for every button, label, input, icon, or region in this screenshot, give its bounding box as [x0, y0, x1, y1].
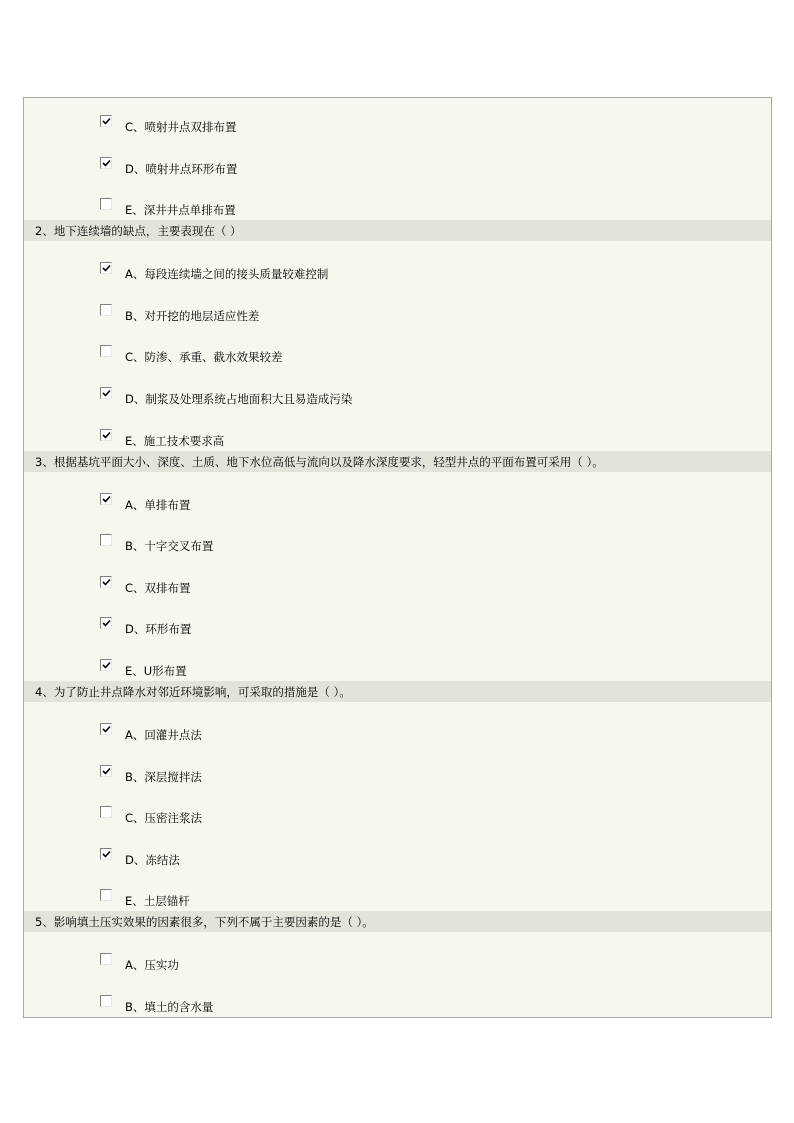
checkbox-unchecked[interactable]: [100, 806, 112, 818]
checkbox-checked[interactable]: [100, 493, 112, 505]
checkmark-icon: [102, 159, 111, 168]
checkmark-icon: [102, 767, 111, 776]
option-label: A、每段连续墙之间的接头质量较难控制: [125, 267, 329, 282]
option-label: E、施工技术要求高: [125, 433, 225, 448]
option-label: A、压实功: [125, 958, 179, 973]
question-title: 3、根据基坑平面大小、深度、土质、地下水位高低与流向以及降水深度要求，轻型井点的平面布置可采用（ ）。: [35, 454, 604, 469]
checkbox-checked[interactable]: [100, 723, 112, 735]
option-row[interactable]: [24, 161, 771, 181]
checkbox-unchecked[interactable]: [100, 304, 112, 316]
checkbox-checked[interactable]: [100, 262, 112, 274]
option-row[interactable]: [24, 893, 771, 913]
option-label: C、双排布置: [125, 580, 191, 595]
checkmark-icon: [102, 725, 111, 734]
option-label: B、对开挖的地层适应性差: [125, 308, 260, 323]
checkbox-unchecked[interactable]: [100, 889, 112, 901]
option-row[interactable]: [24, 957, 771, 977]
checkbox-unchecked[interactable]: [100, 345, 112, 357]
option-label: D、环形布置: [125, 622, 192, 637]
option-row[interactable]: [24, 391, 771, 411]
option-row[interactable]: [24, 349, 771, 369]
option-label: E、U形布置: [125, 664, 187, 678]
option-row[interactable]: [24, 433, 771, 453]
option-label: B、深层搅拌法: [125, 769, 202, 784]
option-label: E、深井井点单排布置: [125, 203, 236, 218]
option-row[interactable]: [24, 852, 771, 872]
question-title: 5、影响填土压实效果的因素很多，下列不属于主要因素的是（ ）。: [35, 915, 374, 930]
question-3-title-row: [24, 451, 771, 472]
exam-panel: [23, 97, 772, 1018]
option-row[interactable]: [24, 580, 771, 600]
checkmark-icon: [102, 619, 111, 628]
checkbox-checked[interactable]: [100, 157, 112, 169]
option-label: D、制浆及处理系统占地面积大且易造成污染: [125, 392, 353, 406]
option-row[interactable]: [24, 266, 771, 286]
option-row[interactable]: [24, 810, 771, 830]
option-label: C、压密注浆法: [125, 811, 203, 826]
checkbox-checked[interactable]: [100, 659, 112, 671]
option-label: D、冻结法: [125, 852, 180, 867]
option-row[interactable]: [24, 769, 771, 789]
checkmark-icon: [102, 661, 111, 670]
option-row[interactable]: [24, 202, 771, 222]
option-label: E、土层锚杆: [125, 894, 190, 909]
option-row[interactable]: [24, 497, 771, 517]
question-title: 2、地下连续墙的缺点，主要表现在（ ）: [35, 224, 242, 239]
checkbox-checked[interactable]: [100, 617, 112, 629]
option-label: A、单排布置: [125, 497, 191, 512]
checkbox-unchecked[interactable]: [100, 995, 112, 1007]
checkmark-icon: [102, 578, 111, 587]
checkmark-icon: [102, 389, 111, 398]
option-row[interactable]: [24, 538, 771, 558]
option-row[interactable]: [24, 727, 771, 747]
question-title: 4、为了防止井点降水对邻近环境影响，可采取的措施是（ ）。: [35, 685, 351, 699]
option-row[interactable]: [24, 621, 771, 641]
option-row[interactable]: [24, 999, 771, 1018]
question-4-title-row: [24, 681, 771, 702]
option-label: A、回灌井点法: [125, 728, 202, 742]
checkbox-checked[interactable]: [100, 765, 112, 777]
option-label: B、填土的含水量: [125, 1000, 214, 1014]
option-label: C、防渗、承重、截水效果较差: [125, 350, 283, 365]
checkbox-checked[interactable]: [100, 115, 112, 127]
checkbox-unchecked[interactable]: [100, 534, 112, 546]
checkmark-icon: [102, 431, 111, 440]
checkbox-unchecked[interactable]: [100, 198, 112, 210]
question-2-title-row: [24, 220, 771, 241]
option-row[interactable]: [24, 119, 771, 139]
checkbox-checked[interactable]: [100, 429, 112, 441]
option-row[interactable]: [24, 663, 771, 683]
checkbox-unchecked[interactable]: [100, 953, 112, 965]
question-5-title-row: [24, 911, 771, 932]
checkmark-icon: [102, 117, 111, 126]
checkmark-icon: [102, 264, 111, 273]
option-label: D、喷射井点环形布置: [125, 161, 238, 176]
checkbox-checked[interactable]: [100, 387, 112, 399]
checkbox-checked[interactable]: [100, 576, 112, 588]
option-label: B、十字交叉布置: [125, 539, 214, 554]
checkmark-icon: [102, 850, 111, 859]
option-row[interactable]: [24, 308, 771, 328]
checkmark-icon: [102, 495, 111, 504]
checkbox-checked[interactable]: [100, 848, 112, 860]
option-label: C、喷射井点双排布置: [125, 120, 237, 134]
